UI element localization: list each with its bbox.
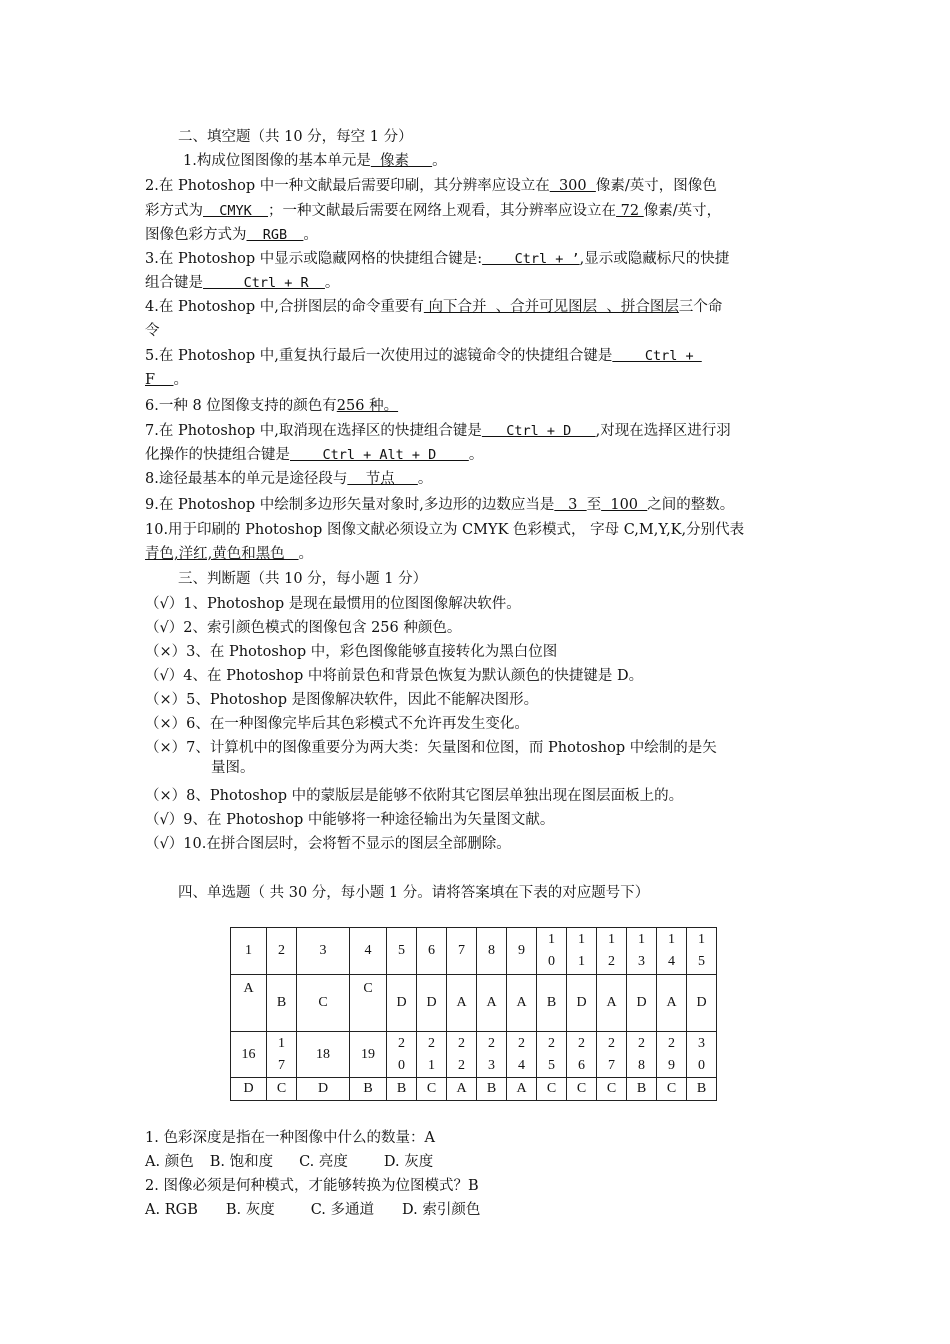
table-cell: D xyxy=(231,1078,267,1101)
stacked-digits: 2 5 xyxy=(548,1035,555,1073)
answer-blank: 像素 xyxy=(370,153,433,169)
table-cell: 7 xyxy=(447,928,477,975)
table-cell xyxy=(567,928,597,975)
table-cell: A xyxy=(447,975,477,1032)
stacked-digits: 1 5 xyxy=(698,932,705,969)
stacked-digits: 2 9 xyxy=(668,1035,675,1073)
table-cell: A xyxy=(231,975,267,1032)
table-cell xyxy=(537,928,567,975)
table-cell xyxy=(477,1032,507,1078)
table-cell: A xyxy=(597,975,627,1032)
fill-q10-line2: 青色,洋红,黄色和黑色 。 xyxy=(145,546,314,562)
table-cell: D xyxy=(297,1078,350,1101)
table-cell: 18 xyxy=(297,1032,350,1078)
table-cell: 3 xyxy=(297,928,350,975)
answer-table xyxy=(230,927,717,1101)
option: A. RGB xyxy=(145,1202,198,1218)
tf-item: （√）10.在拼合图层时，会将暂不显示的图层全部删除。 xyxy=(145,836,511,852)
table-cell xyxy=(417,1032,447,1078)
table-cell xyxy=(537,1032,567,1078)
table-cell: A xyxy=(507,1078,537,1101)
fill-q10-line1: 10.用于印刷的 Photoshop 图像文献必须设立为 CMYK 色彩模式， 字母 C,M,Y,K,分别代表 xyxy=(145,522,745,538)
mc-question-2: 2. 图像必须是何种模式，才能够转换为位图模式？B xyxy=(145,1178,479,1194)
section3-title: 三、判断题（共 10 分，每小题 1 分） xyxy=(178,571,428,587)
tf-item: （×）7、计算机中的图像重要分为两大类：矢量图和位图，而 Photoshop 中绘制的是矢 量图。 xyxy=(145,740,717,776)
table-cell: 1 xyxy=(231,928,267,975)
table-cell: D xyxy=(567,975,597,1032)
tf-item: （×）6、在一种图像完毕后其色彩模式不允许再发生变化。 xyxy=(145,716,529,732)
stacked-digits: 2 3 xyxy=(488,1035,495,1073)
fill-q3-line1: 3.在 Photoshop 中显示或隐藏网格的快捷组合键是: Ctrl + ’,显示或隐藏标尺的快捷 xyxy=(145,251,730,267)
table-cell: B xyxy=(350,1078,387,1101)
table-cell xyxy=(447,1032,477,1078)
table-cell xyxy=(567,1032,597,1078)
fill-q5-line1: 5.在 Photoshop 中,重复执行最后一次使用过的滤镜命令的快捷组合键是 Ctrl + xyxy=(145,348,702,364)
stacked-digits: 1 4 xyxy=(668,932,675,969)
table-cell xyxy=(507,1032,537,1078)
section4-title: 四、单选题（ 共 30 分，每小题 1 分。请将答案填在下表的对应题号下） xyxy=(178,885,650,901)
fill-q3-line2: 组合键是 Ctrl + R 。 xyxy=(145,275,340,291)
table-cell xyxy=(657,1032,687,1078)
answer-blank: RGB xyxy=(246,227,304,243)
table-cell: C xyxy=(417,1078,447,1101)
table-cell: C xyxy=(267,1078,297,1101)
stacked-digits: 2 7 xyxy=(608,1035,615,1073)
fill-q7-line2: 化操作的快捷组合键是 Ctrl + Alt + D 。 xyxy=(145,447,484,463)
table-cell: A xyxy=(477,975,507,1032)
mc-options-1 xyxy=(145,1152,815,1172)
table-cell: B xyxy=(627,1078,657,1101)
table-cell: 9 xyxy=(507,928,537,975)
table-cell: 16 xyxy=(231,1032,267,1078)
fill-q6: 6.一种 8 位图像支持的颜色有256 种。 xyxy=(145,398,399,414)
section2-title: 二、填空题（共 10 分，每空 1 分） xyxy=(178,129,413,145)
table-cell: A xyxy=(447,1078,477,1101)
tf-item: （√）2、索引颜色模式的图像包含 256 种颜色。 xyxy=(145,620,462,636)
answer-blank: 青色,洋红,黄色和黑色 xyxy=(145,546,299,562)
table-cell: D xyxy=(417,975,447,1032)
table-cell: C xyxy=(567,1078,597,1101)
table-cell: D xyxy=(387,975,417,1032)
fill-q5-line2: F 。 xyxy=(145,372,188,388)
table-row-answers-1 xyxy=(231,975,717,1032)
table-cell xyxy=(597,928,627,975)
table-cell xyxy=(267,1032,297,1078)
table-cell: 19 xyxy=(350,1032,387,1078)
stacked-digits: 1 3 xyxy=(638,932,645,969)
answer-blank: 300 xyxy=(549,178,596,194)
table-cell: C xyxy=(537,1078,567,1101)
table-cell: B xyxy=(477,1078,507,1101)
stacked-digits: 2 1 xyxy=(428,1035,435,1073)
table-cell xyxy=(627,928,657,975)
option: A. 颜色 xyxy=(145,1154,194,1170)
stacked-digits: 1 1 xyxy=(578,932,585,969)
table-cell: 2 xyxy=(267,928,297,975)
stacked-digits: 2 8 xyxy=(638,1035,645,1073)
table-cell: 5 xyxy=(387,928,417,975)
table-cell: B xyxy=(687,1078,717,1101)
table-cell: B xyxy=(537,975,567,1032)
answer-blank: Ctrl + ’ xyxy=(482,251,580,267)
stacked-digits: 2 6 xyxy=(578,1035,585,1073)
table-cell: D xyxy=(687,975,717,1032)
fill-q2-line3: 图像色彩方式为 RGB 。 xyxy=(145,227,318,243)
table-cell: B xyxy=(267,975,297,1032)
table-cell: C xyxy=(350,975,387,1032)
stacked-digits: 2 2 xyxy=(458,1035,465,1073)
fill-q7-line1: 7.在 Photoshop 中,取消现在选择区的快捷组合键是 Ctrl + D ,对现在选择区进行羽 xyxy=(145,423,731,439)
tf-item: （√）4、在 Photoshop 中将前景色和背景色恢复为默认颜色的快捷键是 D。 xyxy=(145,668,644,684)
tf-item: （×）5、Photoshop 是图像解决软件，因此不能解决图形。 xyxy=(145,692,539,708)
tf-item: （√）9、在 Photoshop 中能够将一种途径输出为矢量图文献。 xyxy=(145,812,555,828)
table-row-answers-2 xyxy=(231,1078,717,1101)
answer-blank: 3 xyxy=(554,497,587,513)
table-cell: C xyxy=(597,1078,627,1101)
table-cell: C xyxy=(657,1078,687,1101)
stacked-digits: 3 0 xyxy=(698,1035,705,1073)
table-cell xyxy=(687,1032,717,1078)
table-cell: D xyxy=(627,975,657,1032)
table-cell: 8 xyxy=(477,928,507,975)
fill-q4-line2: 令 xyxy=(145,323,160,339)
mc-question-1: 1. 色彩深度是指在一种图像中什么的数量：A xyxy=(145,1130,435,1146)
table-cell xyxy=(387,1032,417,1078)
option: D. 灰度 xyxy=(383,1154,434,1170)
table-cell: 4 xyxy=(350,928,387,975)
answer-blank: Ctrl + xyxy=(612,348,702,364)
table-cell xyxy=(627,1032,657,1078)
table-cell: 6 xyxy=(417,928,447,975)
table-row-numbers-1 xyxy=(231,928,717,975)
table-cell: A xyxy=(657,975,687,1032)
option: C. 多通道 xyxy=(310,1202,375,1218)
table-cell: C xyxy=(297,975,350,1032)
answer-blank: Ctrl + D xyxy=(481,423,596,439)
option: C. 亮度 xyxy=(299,1154,348,1170)
answer-blank: 节点 xyxy=(347,471,418,487)
mc-options-2 xyxy=(145,1200,815,1220)
table-cell xyxy=(687,928,717,975)
fill-q8: 8.途径最基本的单元是途径段与 节点 。 xyxy=(145,471,433,487)
table-row-numbers-2 xyxy=(231,1032,717,1078)
table-cell xyxy=(597,1032,627,1078)
answer-blank: 256 种。 xyxy=(336,398,399,414)
tf-item: （×）8、Photoshop 中的蒙版层是能够不依附其它图层单独出现在图层面板上的。 xyxy=(145,788,684,804)
fill-q1: 1.构成位图图像的基本单元是 像素 。 xyxy=(183,153,447,169)
answer-blank: 向下合并 、合并可见图层 、拼合图层 xyxy=(423,299,679,315)
fill-q4-line1: 4.在 Photoshop 中,合拼图层的命令重要有 向下合并 、合并可见图层 、拼合图层三个命 xyxy=(145,299,723,315)
answer-blank: CMYK xyxy=(203,203,269,219)
option: D. 索引颜色 xyxy=(402,1202,481,1218)
answer-blank: F xyxy=(145,372,174,388)
table-cell: A xyxy=(507,975,537,1032)
fill-q2-line2: 彩方式为 CMYK ；一种文献最后需要在网络上观看，其分辨率应设立在 72 像素/英寸， xyxy=(145,203,722,219)
stacked-digits: 1 0 xyxy=(548,932,555,969)
answer-blank: Ctrl + R xyxy=(203,275,325,291)
answer-blank: 100 xyxy=(601,497,648,513)
fill-q9: 9.在 Photoshop 中绘制多边形矢量对象时,多边形的边数应当是 3 至 100 之间的整数。 xyxy=(145,497,735,513)
stacked-digits: 2 0 xyxy=(398,1035,405,1073)
tf-item: （√）1、Photoshop 是现在最惯用的位图图像解决软件。 xyxy=(145,596,521,612)
answer-blank: Ctrl + Alt + D xyxy=(290,447,469,463)
tf-item: （×）3、在 Photoshop 中，彩色图像能够直接转化为黑白位图 xyxy=(145,644,558,660)
answer-blank: 72 xyxy=(616,203,644,219)
stacked-digits: 1 7 xyxy=(278,1035,285,1073)
option: B. 饱和度 xyxy=(209,1154,274,1170)
option: B. 灰度 xyxy=(225,1202,275,1218)
table-cell xyxy=(657,928,687,975)
table-cell: B xyxy=(387,1078,417,1101)
fill-q2-line1: 2.在 Photoshop 中一种文献最后需要印刷，其分辨率应设立在 300 像素/英寸，图像色 xyxy=(145,178,717,194)
stacked-digits: 1 2 xyxy=(608,932,615,969)
stacked-digits: 2 4 xyxy=(518,1035,525,1073)
